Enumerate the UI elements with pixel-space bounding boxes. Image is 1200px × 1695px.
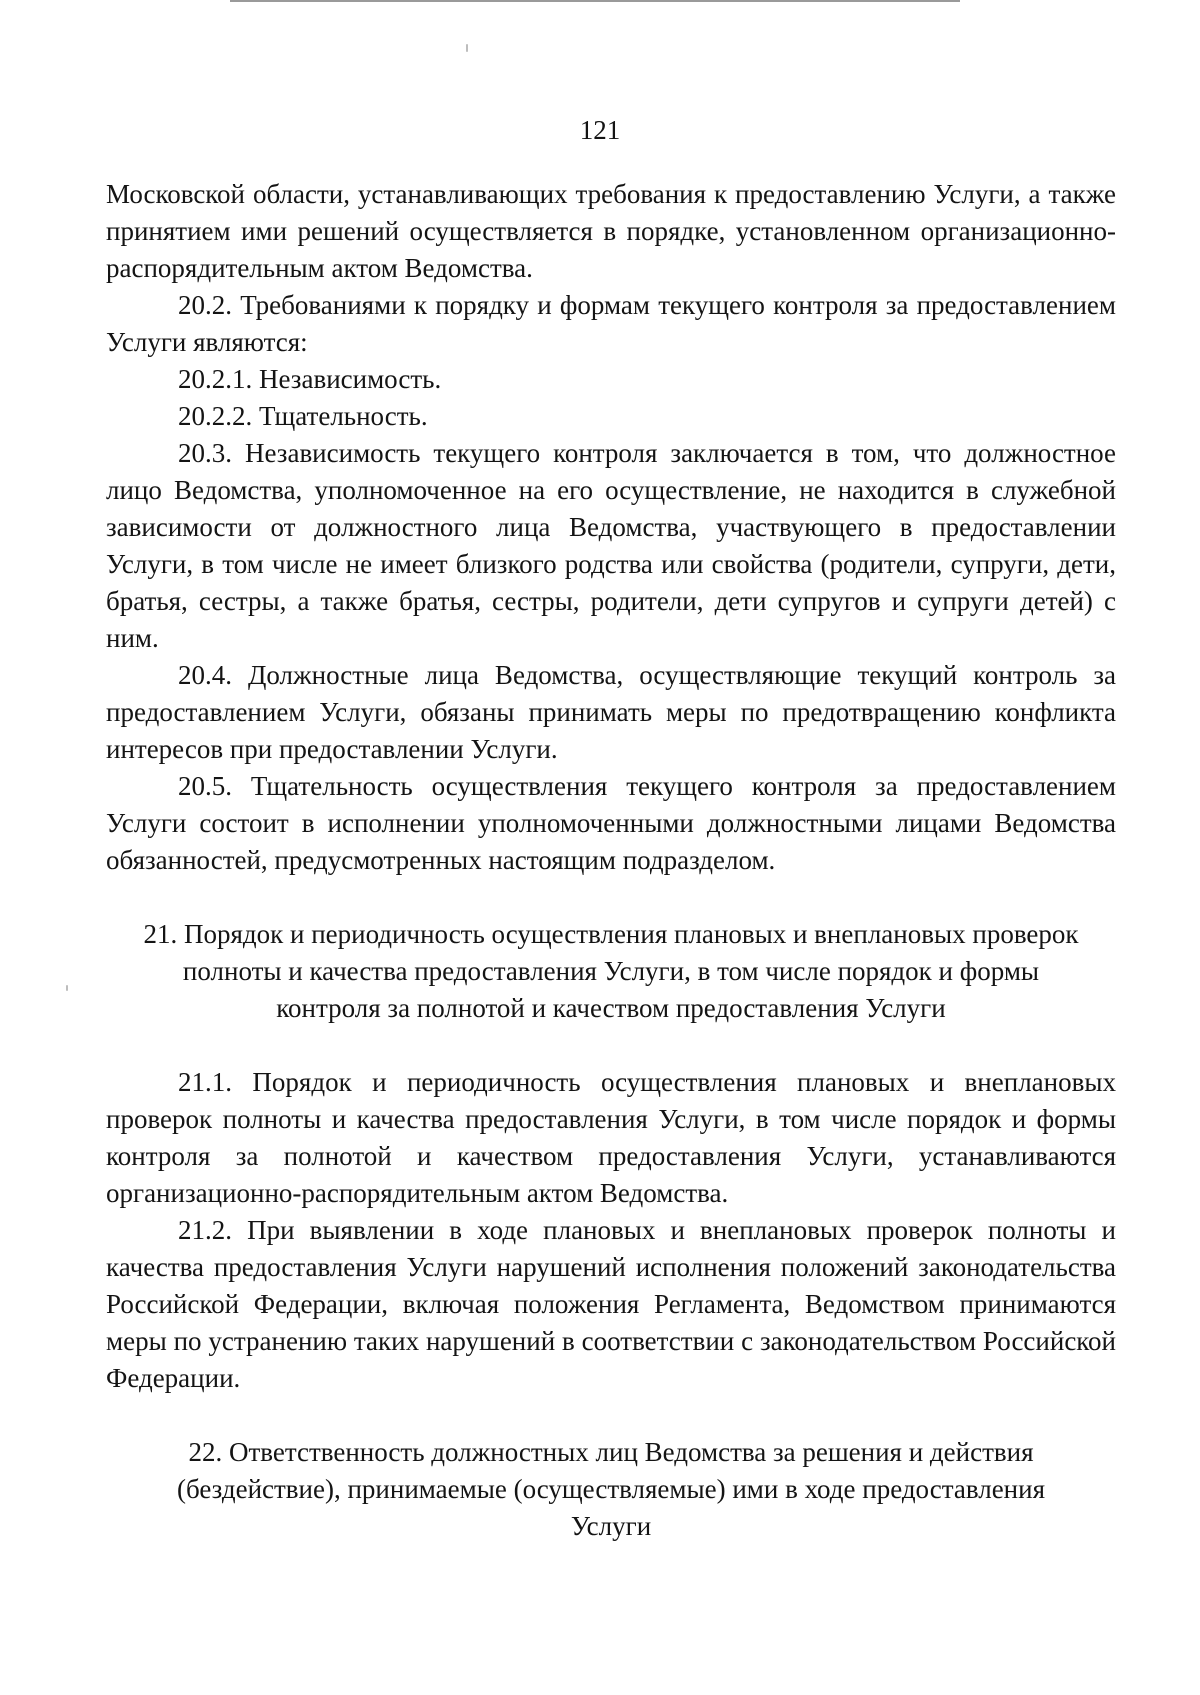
- section-21-heading: 21. Порядок и периодичность осуществления плановых и внеплановых проверок полноты и качества предоставления Услуги, в том числе порядок и формы контроля за полнотой и качеством предоставления Услуги: [143, 919, 1079, 1023]
- paragraph-20-3: 20.3. Независимость текущего контроля заключается в том, что должностное лицо Ведомства, уполномоченное на его осуществление, не находится в служебной зависимости от должностного лица Ведомства, участвующего в предоставлении Услуги, в том числе не имеет близкого родства или свойства (родители, супруги, дети, братья, сестры, а также братья, сестры, родители, дети супругов и супруги детей) с ним.: [106, 438, 1116, 653]
- paragraph-20-4: 20.4. Должностные лица Ведомства, осуществляющие текущий контроль за предоставлением Услуги, обязаны принимать меры по предотвращению конфликта интересов при предоставлении Услуги.: [106, 660, 1116, 764]
- paragraph-20-2-1: 20.2.1. Независимость.: [178, 364, 442, 394]
- scan-speck: [466, 44, 468, 52]
- paragraph-continuation: Московской области, устанавливающих требования к предоставлению Услуги, а также принятием ими решений осуществляется в порядке, установленном организационно-распорядительным актом Ведомства.: [106, 179, 1116, 283]
- section-22-heading: 22. Ответственность должностных лиц Ведомства за решения и действия (бездействие), принимаемые (осуществляемые) ими в ходе предоставления Услуги: [176, 1437, 1045, 1541]
- paragraph-21-2: 21.2. При выявлении в ходе плановых и внеплановых проверок полноты и качества предоставления Услуги нарушений исполнения положений законодательства Российской Федерации, включая положения Регламента, Ведомством принимаются меры по устранению таких нарушений в соответствии с законодательством Российской Федерации.: [106, 1215, 1116, 1393]
- paragraph-20-2: 20.2. Требованиями к порядку и формам текущего контроля за предоставлением Услуги являются:: [106, 290, 1116, 357]
- scan-speck: [66, 985, 68, 991]
- paragraph-20-2-2: 20.2.2. Тщательность.: [178, 401, 428, 431]
- page-number: 121: [579, 115, 621, 145]
- scan-edge-line: [230, 0, 960, 2]
- paragraph-20-5: 20.5. Тщательность осуществления текущего контроля за предоставлением Услуги состоит в исполнении уполномоченными должностными лицами Ведомства обязанностей, предусмотренных настоящим подразделом.: [106, 771, 1116, 875]
- document-body: [106, 176, 1116, 1545]
- paragraph-21-1: 21.1. Порядок и периодичность осуществления плановых и внеплановых проверок полноты и качества предоставления Услуги, в том числе порядок и формы контроля за полнотой и качеством предоставления Услуги, устанавливаются организационно-распорядительным актом Ведомства.: [106, 1067, 1116, 1208]
